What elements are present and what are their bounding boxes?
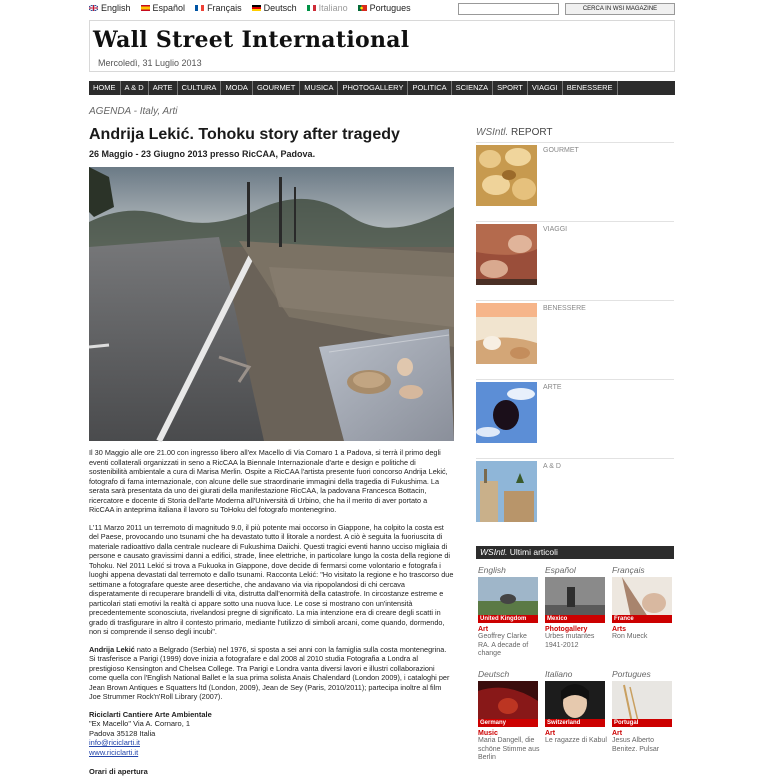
card-thumbnail[interactable] bbox=[478, 577, 538, 623]
card-category[interactable]: Art bbox=[612, 730, 623, 737]
nav-cultura[interactable]: CULTURA bbox=[178, 81, 222, 95]
bio-name: Andrija Lekić bbox=[89, 644, 135, 654]
nav-viaggi[interactable]: VIAGGI bbox=[528, 81, 563, 95]
es-flag-icon bbox=[141, 5, 150, 11]
viaggi-thumbnail[interactable] bbox=[476, 224, 537, 285]
card-language: Français bbox=[612, 565, 645, 575]
main-nav bbox=[89, 81, 675, 95]
nav-arte[interactable]: ARTE bbox=[149, 81, 178, 95]
lang-label: Deutsch bbox=[263, 3, 297, 13]
contact-email-link[interactable]: info@riciclarti.it bbox=[89, 738, 140, 747]
a-d-thumbnail[interactable] bbox=[476, 461, 537, 522]
opening-hours-heading: Orari di apertura bbox=[89, 767, 148, 776]
site-logo[interactable]: Wall Street International bbox=[93, 27, 410, 53]
uk-flag-icon bbox=[89, 5, 98, 11]
lang-label: Italiano bbox=[318, 3, 348, 13]
report-label: GOURMET bbox=[543, 147, 579, 154]
bio-text: nato a Belgrado (Serbia) nel 1976, si sposta a sei anni con la famiglia sulla costa montenegrina. Si trasferisce a Parigi (1999) dove inizia a fotografare e dal 2008 al 2010 studia Fotografia a Londra al prestigioso Kensington and Chelsea College. Tra Parigi e Londra vanta diversi lavori e illustri collaborazioni come quella con l'English National Ballet e la sua prima solista Anais Chalendard (London 2009), i cataloghi per Jean Brown Antiques e Squatters ltd (London, 2009), Jean de Sey (Paris, 2010/2011); partecipa inoltre al film Joe Strummer Rock'n'Roll Library (2007). bbox=[89, 644, 450, 701]
lang-label: Portugues bbox=[369, 3, 411, 13]
lang-francais[interactable] bbox=[195, 3, 242, 13]
latest-heading-text: Ultimi articoli bbox=[507, 547, 558, 557]
card-category[interactable]: Music bbox=[478, 730, 498, 737]
contact-name: Riciclarti Cantiere Arte Ambientale bbox=[89, 709, 212, 719]
report-heading bbox=[476, 127, 674, 138]
card-description[interactable]: Jesus Alberto Benitez. Pulsar bbox=[612, 737, 660, 753]
lang-espanol[interactable] bbox=[141, 3, 186, 13]
card-country: Switzerland bbox=[545, 719, 605, 727]
card-country: Portugal bbox=[612, 719, 672, 727]
arte-thumbnail[interactable] bbox=[476, 382, 537, 443]
lang-italiano[interactable] bbox=[307, 3, 348, 13]
card-thumbnail[interactable] bbox=[545, 577, 605, 623]
latest-article-card[interactable] bbox=[545, 669, 607, 746]
latest-article-card[interactable] bbox=[478, 565, 540, 659]
de-flag-icon bbox=[252, 5, 261, 11]
article-photo bbox=[89, 167, 454, 441]
card-category[interactable]: Art bbox=[545, 730, 556, 737]
tsunami-mattress-photo bbox=[89, 167, 454, 441]
report-item-viaggi[interactable] bbox=[476, 221, 674, 289]
latest-articles-heading bbox=[476, 546, 674, 559]
nav-home[interactable]: HOME bbox=[89, 81, 121, 95]
masthead bbox=[89, 20, 675, 72]
article-subtitle: 26 Maggio - 23 Giugno 2013 presso RicCAA, Padova. bbox=[89, 149, 316, 159]
language-bar bbox=[89, 3, 675, 17]
contact-city: Padova 35128 Italia bbox=[89, 728, 156, 738]
nav-photogallery[interactable]: PHOTOGALLERY bbox=[338, 81, 408, 95]
latest-article-card[interactable] bbox=[612, 565, 674, 642]
report-label: BENESSERE bbox=[543, 305, 586, 312]
card-country: Mexico bbox=[545, 615, 605, 623]
latest-article-card[interactable] bbox=[545, 565, 607, 650]
latest-heading-brand: WSIntl. bbox=[480, 547, 508, 557]
article-paragraph: Il 30 Maggio alle ore 21.00 con ingresso libero all'ex Macello di Via Cornaro 1 a Padova, si terrà il primo degli eventi collaterali organizzati in seno a RicCAA la Biennale Internazionale d'arte e design e politiche di sostenibilità ambientale a cura di Marisa Merlin. Ospite a RicCAA l'artista presente fuori concorso Andrija Lekić, fotografo di fama internazionale, con alcune delle sue straordinarie immagini della tragedia di Fukushima. La serata sarà presentata da uno dei giurati della manifestazione RicCAA, la padovana Francesca Bottacin, ricercatore e docente di Storia dell'arte Moderna all'Università di Urbino, che ha il merito di aver portato a RicCAA in anteprima italiana il lavoro su ToHoku del fotografo montenegrino. bbox=[89, 448, 448, 514]
report-label: ARTE bbox=[543, 384, 562, 391]
report-label: A & D bbox=[543, 463, 561, 470]
contact-web-link[interactable]: www.riciclarti.it bbox=[89, 747, 139, 757]
report-heading-text: REPORT bbox=[508, 127, 553, 138]
card-language: Portugues bbox=[612, 669, 651, 679]
lang-portugues[interactable] bbox=[358, 3, 411, 13]
latest-article-card[interactable] bbox=[612, 669, 674, 754]
card-country: United Kingdom bbox=[478, 615, 538, 623]
nav-gourmet[interactable]: GOURMET bbox=[253, 81, 300, 95]
nav-sport[interactable]: SPORT bbox=[493, 81, 528, 95]
report-item-benessere[interactable] bbox=[476, 300, 674, 368]
article-body bbox=[89, 448, 454, 777]
section-breadcrumb[interactable]: AGENDA - Italy, Arti bbox=[89, 106, 178, 117]
nav-musica[interactable]: MUSICA bbox=[300, 81, 338, 95]
card-thumbnail[interactable] bbox=[478, 681, 538, 727]
gourmet-thumbnail[interactable] bbox=[476, 145, 537, 206]
card-category[interactable]: Art bbox=[478, 626, 489, 633]
lang-english[interactable] bbox=[89, 3, 131, 13]
search-input[interactable] bbox=[458, 3, 559, 15]
report-item-arte[interactable] bbox=[476, 379, 674, 447]
contact-address: "Ex Macello" Via A. Cornaro, 1 bbox=[89, 719, 191, 728]
benessere-thumbnail[interactable] bbox=[476, 303, 537, 364]
card-description[interactable]: Urbes mutantes 1941-2012 bbox=[545, 633, 595, 649]
report-item-gourmet[interactable] bbox=[476, 142, 674, 210]
nav-politica[interactable]: POLITICA bbox=[408, 81, 451, 95]
card-language: Español bbox=[545, 565, 576, 575]
card-description[interactable]: Maria Dangell, die schöne Stimme aus Berlin bbox=[478, 737, 540, 761]
card-thumbnail[interactable] bbox=[612, 577, 672, 623]
card-description[interactable]: Le ragazze di Kabul bbox=[545, 737, 607, 744]
card-thumbnail[interactable] bbox=[545, 681, 605, 727]
lang-label: English bbox=[101, 3, 131, 13]
card-thumbnail[interactable] bbox=[612, 681, 672, 727]
report-label: VIAGGI bbox=[543, 226, 568, 233]
card-country: Germany bbox=[478, 719, 538, 727]
it-flag-icon bbox=[307, 5, 316, 11]
current-date: Mercoledì, 31 Luglio 2013 bbox=[98, 58, 202, 68]
lang-label: Español bbox=[152, 3, 186, 13]
card-language: Italiano bbox=[545, 669, 573, 679]
latest-article-card[interactable] bbox=[478, 669, 540, 763]
fr-flag-icon bbox=[195, 5, 204, 11]
lang-deutsch[interactable] bbox=[252, 3, 297, 13]
lang-label: Français bbox=[207, 3, 242, 13]
article-bio bbox=[89, 645, 454, 702]
card-description[interactable]: Ron Mueck bbox=[612, 633, 648, 640]
contact-block bbox=[89, 710, 454, 758]
nav-a-d[interactable]: A & D bbox=[121, 81, 149, 95]
report-heading-brand: WSIntl. bbox=[476, 127, 509, 138]
card-description[interactable]: Geoffrey Clarke RA. A decade of change bbox=[478, 633, 529, 657]
article-title: Andrija Lekić. Tohoku story after tragedy bbox=[89, 126, 400, 143]
nav-scienza[interactable]: SCIENZA bbox=[452, 81, 494, 95]
nav-benessere[interactable]: BENESSERE bbox=[563, 81, 618, 95]
card-country: France bbox=[612, 615, 672, 623]
card-language: English bbox=[478, 565, 506, 575]
card-language: Deutsch bbox=[478, 669, 510, 679]
report-item-a-d[interactable] bbox=[476, 458, 674, 526]
card-category[interactable]: Photogallery bbox=[545, 626, 588, 633]
card-category[interactable]: Arts bbox=[612, 626, 627, 633]
nav-moda[interactable]: MODA bbox=[221, 81, 253, 95]
pt-flag-icon bbox=[358, 5, 367, 11]
article-paragraph: L'11 Marzo 2011 un terremoto di magnitudo 9.0, il più potente mai occorso in Giappone, ha colpito la costa est del Paese, provocando uno tsunami che ha devastato tutto il litorale a nordest. A ciò è seguita la fuoriuscita di materiale radioattivo dalla centrale nucleare di Fukushima Daiichi. Questi tragici eventi hanno ucciso migliaia di persone e causato gravissimi danni a edifici, strade, linee elettriche, in particolare lungo la costa della regione di Tohoku. Nel 2011 Lekić si trova a Fukuoka in Giappone, dove decide di fermarsi come volontario e fotografa i luoghi appena devastati dal terremoto e dallo tsunami. Racconta Lekić: "Ho visitato la regione e ho trascorso due settimane a fotografare queste aree desertiche, che andavano via via ripopolandosi di chi cercava disperatamente di recuperare brandelli di vita, distrutta dall'enormità della catastrofe. In circostanze estreme e particolari stati emotivi la realtà ci appare sotto una nuova luce. Le cose si mostrano con un'intensità precedentemente sconosciuta, rivelandosi pregne di significato. La mia intenzione era di creare degli scatti in grado di trasfigurare in altro il contesto primario, mediante l'utilizzo di simboli arcani, come quando, dormendo, non si comprende il senso degli incubi". bbox=[89, 522, 454, 636]
search-button[interactable]: CERCA IN WSI MAGAZINE bbox=[565, 3, 675, 15]
